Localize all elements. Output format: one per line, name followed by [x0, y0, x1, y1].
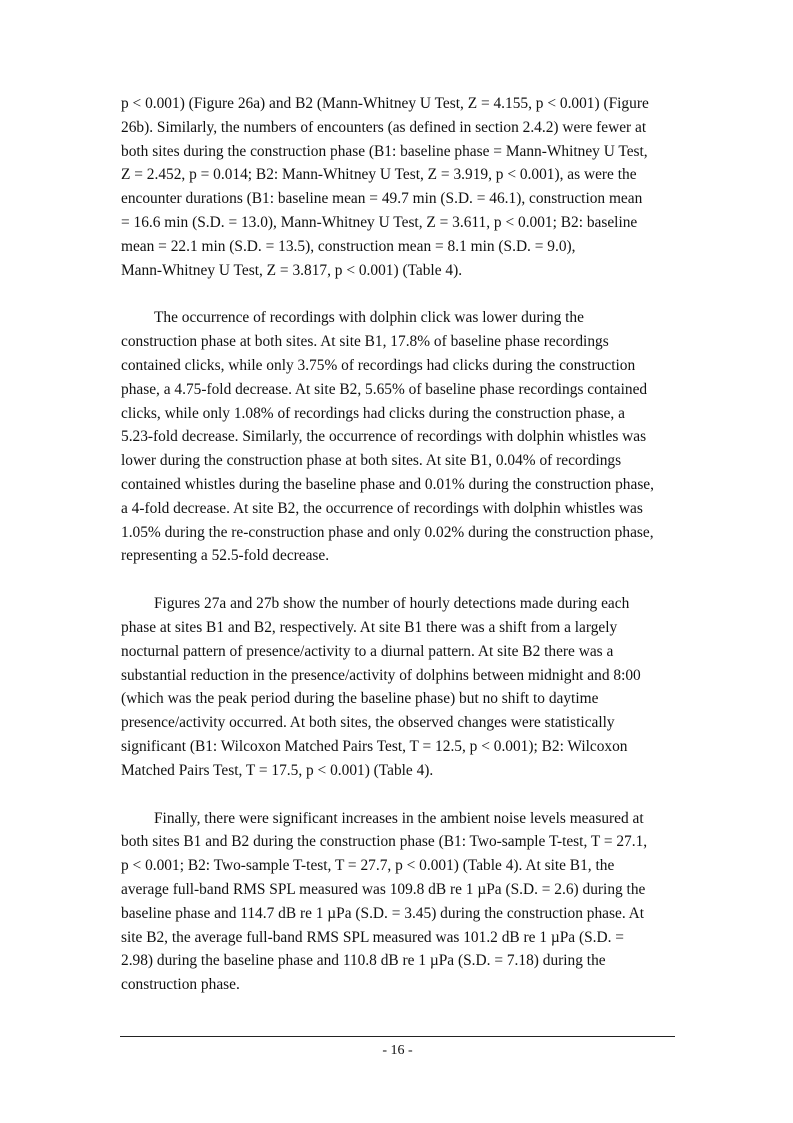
text-line: Mann-Whitney U Test, Z = 3.817, p < 0.001) (Table 4).	[121, 261, 463, 279]
paragraph-spacer	[121, 783, 676, 807]
text-line: mean = 22.1 min (S.D. = 13.5), construction mean = 8.1 min (S.D. = 9.0),	[121, 237, 576, 255]
text-line: 26b). Similarly, the numbers of encounters (as defined in section 2.4.2) were fewer at	[121, 118, 647, 136]
text-line: both sites B1 and B2 during the construction phase (B1: Two-sample T-test, T = 27.1,	[121, 833, 648, 851]
page-number: - 16 -	[382, 1043, 413, 1058]
footer-divider	[120, 1036, 675, 1037]
text-line: 1.05% during the re-construction phase and only 0.02% during the construction phase,	[121, 523, 654, 541]
text-line: nocturnal pattern of presence/activity to a diurnal pattern. At site B2 there was a	[121, 642, 614, 660]
paragraph-encounters	[121, 92, 676, 282]
body-text	[121, 92, 676, 997]
text-line: substantial reduction in the presence/activity of dolphins between midnight and 8:00	[121, 666, 641, 684]
text-line: Z = 2.452, p = 0.014; B2: Mann-Whitney U Test, Z = 3.919, p < 0.001), as were the	[121, 166, 637, 184]
text-line: site B2, the average full-band RMS SPL measured was 101.2 dB re 1 µPa (S.D. =	[121, 928, 624, 946]
text-line: a 4-fold decrease. At site B2, the occurrence of recordings with dolphin whistles was	[121, 499, 643, 517]
text-line: representing a 52.5-fold decrease.	[121, 547, 330, 565]
text-line: construction phase.	[121, 976, 240, 994]
text-line: contained clicks, while only 3.75% of recordings had clicks during the construction	[121, 356, 636, 374]
text-line: phase at sites B1 and B2, respectively. At site B1 there was a shift from a largely	[121, 618, 618, 636]
text-line: p < 0.001) (Figure 26a) and B2 (Mann-Whitney U Test, Z = 4.155, p < 0.001) (Figure	[121, 95, 649, 112]
text-line: = 16.6 min (S.D. = 13.0), Mann-Whitney U Test, Z = 3.611, p < 0.001; B2: baseline	[121, 213, 638, 231]
text-line: baseline phase and 114.7 dB re 1 µPa (S.D. = 3.45) during the construction phase. At	[121, 904, 645, 922]
text-line: presence/activity occurred. At both sites, the observed changes were statistically	[121, 714, 615, 732]
text-line: 2.98) during the baseline phase and 110.8 dB re 1 µPa (S.D. = 7.18) during the	[121, 952, 606, 970]
text-line: Finally, there were significant increases in the ambient noise levels measured at	[154, 809, 644, 827]
paragraph-click-whistle-occurrence	[121, 306, 676, 568]
text-line: encounter durations (B1: baseline mean = 49.7 min (S.D. = 46.1), construction mean	[121, 190, 643, 208]
text-line: p < 0.001; B2: Two-sample T-test, T = 27.7, p < 0.001) (Table 4). At site B1, the	[121, 857, 615, 875]
text-line: construction phase at both sites. At site B1, 17.8% of baseline phase recordings	[121, 333, 609, 351]
text-line: lower during the construction phase at both sites. At site B1, 0.04% of recordings	[121, 452, 622, 470]
text-line: Matched Pairs Test, T = 17.5, p < 0.001) (Table 4).	[121, 761, 434, 779]
text-line: The occurrence of recordings with dolphin click was lower during the	[154, 309, 584, 327]
text-line: 5.23-fold decrease. Similarly, the occurrence of recordings with dolphin whistles was	[121, 428, 647, 446]
text-line: Figures 27a and 27b show the number of hourly detections made during each	[154, 595, 630, 613]
text-line: average full-band RMS SPL measured was 109.8 dB re 1 µPa (S.D. = 2.6) during the	[121, 880, 646, 898]
text-line: significant (B1: Wilcoxon Matched Pairs Test, T = 12.5, p < 0.001); B2: Wilcoxon	[121, 737, 628, 755]
text-line: both sites during the construction phase (B1: baseline phase = Mann-Whitney U Test,	[121, 142, 648, 160]
text-line: phase, a 4.75-fold decrease. At site B2, 5.65% of baseline phase recordings contained	[121, 380, 648, 398]
paragraph-spacer	[121, 568, 676, 592]
paragraph-spacer	[121, 282, 676, 306]
text-line: clicks, while only 1.08% of recordings had clicks during the construction phase, a	[121, 404, 625, 422]
text-line: contained whistles during the baseline phase and 0.01% during the construction phase,	[121, 475, 654, 493]
text-line: (which was the peak period during the baseline phase) but no shift to daytime	[121, 690, 599, 708]
paragraph-ambient-noise	[121, 807, 676, 997]
paragraph-hourly-detections	[121, 592, 676, 782]
